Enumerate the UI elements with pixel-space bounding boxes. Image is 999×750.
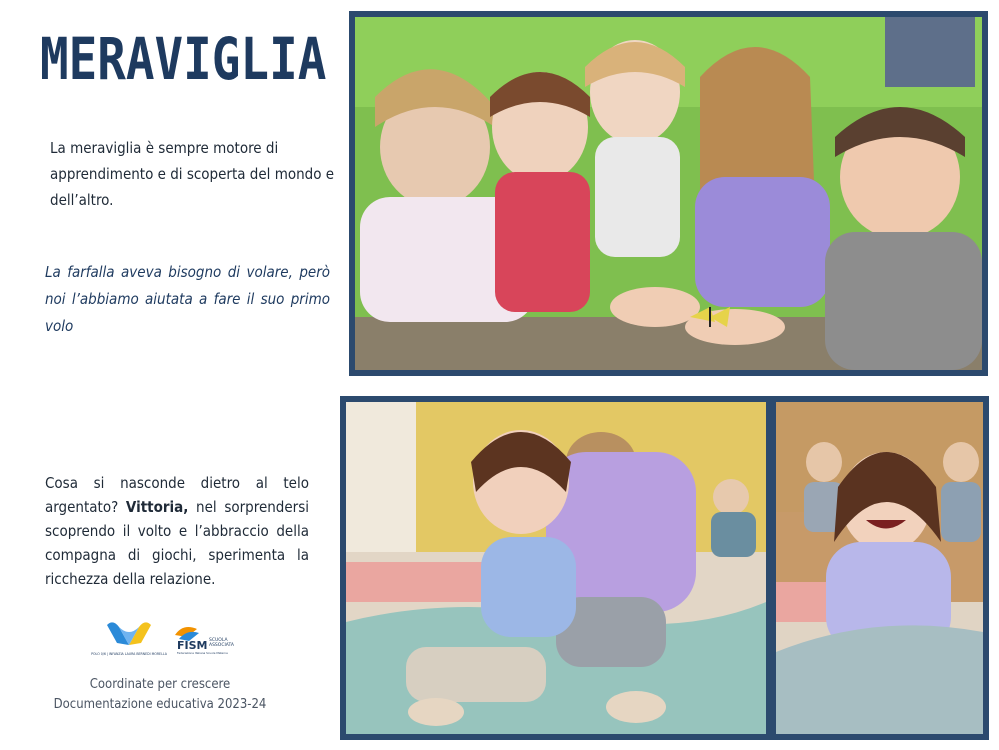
story-paragraph xyxy=(45,471,309,591)
footer xyxy=(40,675,280,715)
child-laughing-photo xyxy=(770,396,989,740)
fism-sub1: SCUOLA xyxy=(209,638,228,643)
fism-logo-icon xyxy=(173,619,245,655)
school-logo xyxy=(91,615,167,657)
heart-logo-icon xyxy=(91,615,167,657)
photo-bl-image xyxy=(346,402,766,734)
children-hug-photo xyxy=(340,396,772,740)
page-title: MERAVIGLIA xyxy=(40,25,327,93)
logos-area xyxy=(91,615,245,660)
footer-line1: Coordinate per crescere xyxy=(89,677,231,692)
story-text-part1: Cosa si nasconde dietro al telo argentato? xyxy=(45,474,309,516)
butterfly-paragraph: La farfalla aveva bisogno di volare, però noi l’abbiamo aiutata a fare il suo primo volo xyxy=(45,263,330,335)
fism-name: FISM xyxy=(177,639,208,652)
fism-sub2: ASSOCIATA xyxy=(209,643,235,648)
footer-line2: Documentazione educativa 2023-24 xyxy=(53,697,267,712)
photo-top-image xyxy=(355,17,982,370)
intro-paragraph: La meraviglia è sempre motore di apprendimento e di scoperta del mondo e dell’altro. xyxy=(50,139,335,209)
fism-logo xyxy=(173,619,245,655)
photo-br-image xyxy=(776,402,983,734)
school-logo-text: POLO 0/6 | INFANZIA LAURA BERNEDI MORELLA xyxy=(91,652,167,656)
story-name: Vittoria, xyxy=(125,498,189,516)
fism-tag: Federazione Italiana Scuole Materne xyxy=(177,651,228,655)
story-text-part2: nel sorprendersi scoprendo il volto e l’abbraccio della compagna di giochi, sperimenta la ricchezza della relazione. xyxy=(45,498,310,588)
children-butterfly-photo xyxy=(349,11,988,376)
